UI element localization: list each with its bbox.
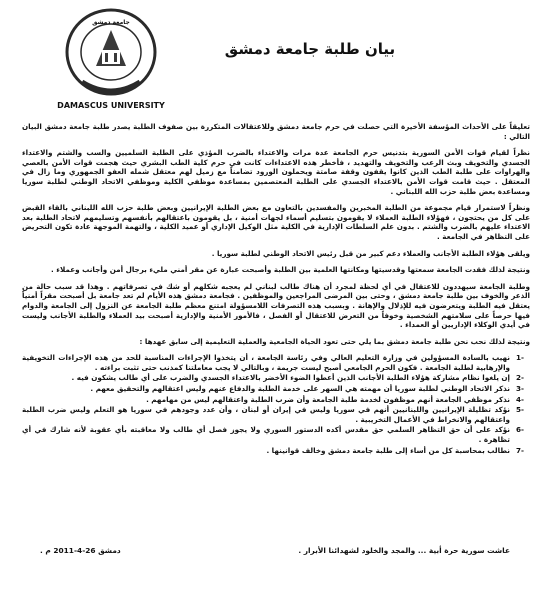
list-item	[22, 425, 530, 444]
list-item	[22, 446, 530, 456]
list-item-text: نؤكد على أن حق التظاهر السلمي حق مقدس أكده الدستور السوري ولا يجوز فصل أي طالب ولا معاقبته بأي عقوبة لأنه شارك في أي تظاهرة .	[22, 425, 510, 445]
svg-text:جامعة دمشق: جامعة دمشق	[92, 19, 130, 26]
demands-intro-paragraph: ونتيجة لذلك نحب نحن طلبة جامعة دمشق بما يلي حتى تعود الحياة الجامعية والعملية التعليمية إلى سابق عهدها :	[139, 336, 530, 346]
list-item-number: 4-	[516, 394, 524, 404]
list-item	[22, 353, 530, 372]
university-seal-logo	[52, 4, 170, 112]
svg-text:DAMASCUS UNIVERSITY: DAMASCUS UNIVERSITY	[57, 101, 165, 110]
document-footer	[40, 546, 510, 555]
list-item-text: نذكر موظفي الجامعة أنهم موظفون لخدمة طلبة الجامعة وأن ضرب الطلبة واعتقالهم ليس من مهامهم .	[146, 394, 510, 404]
list-item-number: 7-	[516, 445, 524, 455]
body-paragraph: وطلبة الجامعة سيهددون للاعتقال في أي لحظة لمجرد أن هناك طالب لبناني لم يعجبه شكلهم أو شك في تصرفاتهم . وهذا قد سبب حالة من الذعر والخوف بين طلبة جامعة دمشق ، وحتى بين المرضى المراجعين والموظفين . فجامعة دمشق هذه الأيام لم تعد جامعة بل أصبحت مقراً أمنياً يعتقل فيه الطلبة ويتعرضون فيه للإذلال والإهانة . وبسبب هذه التصرفات اللامسؤولة امتنع معظم طلبة الجامعة عن النزول إلى الجامعة والدوام فيها حرصاً على سلامتهم الشخصية وخوفاً من التعرض للاعتقال أو الفصل ، فالأمور الأمنية والإدارية أصبحت بيد العملاء والطلبة الأجانب وليست في أيدي الوكلاء الإداريين أو العمداء .	[22, 281, 530, 330]
intro-paragraph: تعليقاً على الأحداث المؤسفة الأخيرة التي حصلت في حرم جامعة دمشق وللاعتقالات المتكررة بين صفوف الطلبة يصدر طلبة جامعة دمشق البيان التالي :	[22, 122, 530, 141]
demands-list	[22, 353, 530, 455]
list-item-text: نهيب بالسادة المسؤولين في وزارة التعليم العالي وفي رئاسة الجامعة ، أن يتخذوا الإجراءات المناسبة للحد من هذه الإجراءات التخويفية والإرهابية لطلبة الجامعة . فكون الحرم الجامعي أصبح ليست جريمة ، وبالتالي لا يجب معاملتنا كمذنب حتى تثبت براءته .	[22, 353, 510, 372]
list-item-text: نطالب بمحاسبة كل من أساء إلى طلبة جامعة دمشق وخالف قوانينها .	[266, 445, 510, 455]
list-item	[22, 395, 530, 405]
document-title: بيان طلبة جامعة دمشق	[224, 40, 396, 58]
list-item-text: نؤكد تظليلة الإيرانيين واللبنانيين أنهم في سوريا وليس في إيران أو لبنان ، وأن عدد وجودهم في سوريا هو التعلم وليس ضرب الطلبة واعتقالهم والانخراط في الأعمال التخريبية .	[22, 405, 510, 424]
list-item-number: 5-	[516, 405, 524, 415]
closing-slogan: عاشت سورية حرة أبية ... والمجد والخلود لشهدائنا الأبرار .	[298, 546, 510, 555]
list-item	[22, 384, 530, 394]
list-item-text: إن يلغوا نظام مشاركة هؤلاء الطلبة الأجانب الذين أعطوا الضوء الأخضر بالاعتداء الجسدي والضرب على أي طالب يشكون فيه .	[71, 373, 510, 383]
list-item	[22, 405, 530, 424]
list-item-text: نذكر الاتحاد الوطني لطلبة سوريا أن مهمته هي السهر على خدمة الطلبة والدفاع عنهم وليس اعتقالهم والتحقيق معهم .	[90, 384, 510, 394]
list-item-number: 3-	[516, 384, 524, 394]
document-date: دمشق 26-4-2011 م .	[40, 546, 121, 555]
body-paragraph: ونتيجة لذلك فقدت الجامعة سمعتها وقدسيتها ومكانتها العلمية بين الطلبة وأصبحت عبارة عن مقر أمني مليء برجال أمن وأجانب وعملاء .	[51, 265, 530, 275]
list-item-number: 6-	[516, 425, 524, 435]
body-paragraph: نظراً لقيام قوات الأمن السورية بتدنيس حرم الجامعة عدة مرات والاعتداء بالضرب المؤذي على الطلبة السلميين والسب والشتم والاعتداء الجسدي والتخويف وبث الرعب والتخويف والتهديد ، فأخطر هذه الاعتداءات كانت في حرم كلية الطب البشري حيث هجمت قوات الأمن بالعصي والهراوات على طلبة الطب الذين كانوا يقفون وقفة صامتة ويحملون الورود تضامناً مع زميل لهم معتقل شمله العفو الجمهوري وما زال في المعتقل . حيث قامت قوات الأمن بالاعتداء الجسدي على الطلبة المعتصمين بمساعدة موظفي الكلية وموظفي الاتحاد الوطني لطلبة سوريا ومساعدة بعض طلبة حزب الله اللبناني .	[22, 148, 530, 196]
list-item-number: 2-	[516, 373, 524, 383]
body-paragraph: ونظراً لاستمرار قيام مجموعة من الطلبة المخبرين والمفسدين بالتعاون مع بعض الطلبة الإيرانيين وبعض طلبة حزب الله اللبناني بالقاء القبض على كل من يحتجون ، فهؤلاء الطلبة العملاء لا يقومون بتسليم أسماء لجهات أمنية ، بل يقومون باعتقالهم بأنفسهم وتسليمهم لاتحاد الطلبة بعد الاعتداء عليهم بالضرب والشتم . بدون علم السلطات الإدارية في الكلية مثل الوكيل الإداري أو عميد الكلية ، والتهمة الموجهة عادة تكون التحريض على التظاهر في الجامعة .	[22, 203, 530, 241]
body-paragraph: ويلقى هؤلاء الطلبة الأجانب والعملاء دعم كبير من قبل رئيس الاتحاد الوطني لطلبة سوريا .	[211, 248, 530, 258]
document-body	[22, 122, 530, 461]
list-item	[22, 373, 530, 383]
list-item-number: 1-	[516, 353, 524, 363]
